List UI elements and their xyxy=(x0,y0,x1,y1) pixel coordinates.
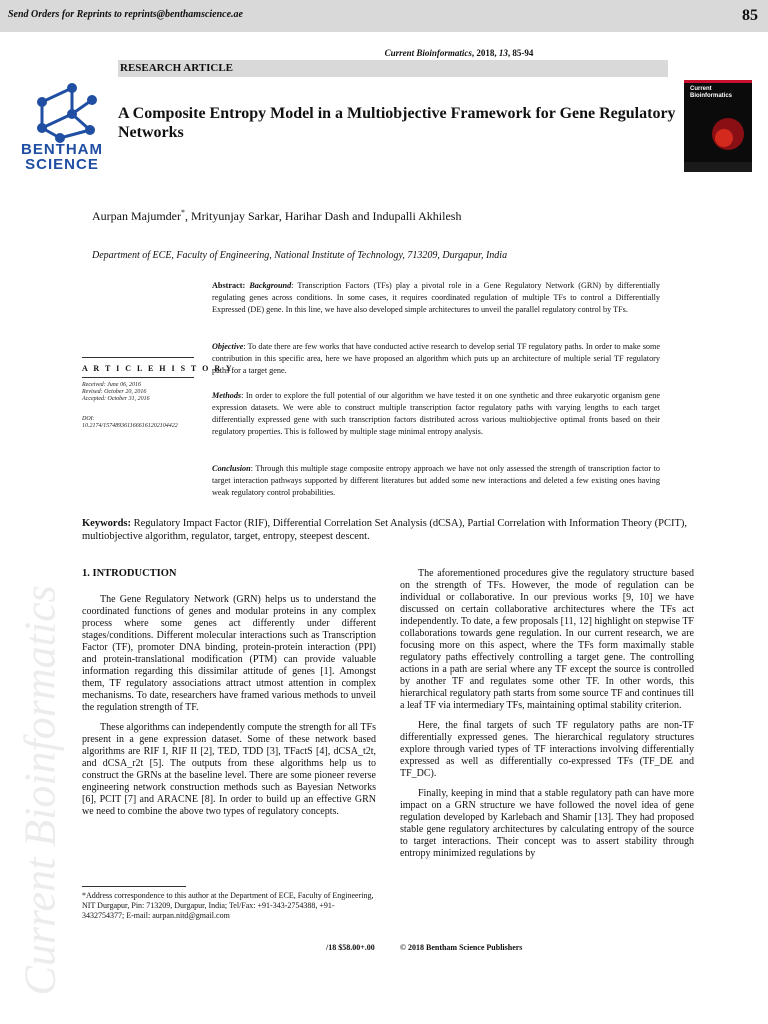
abstract-label: Abstract: xyxy=(212,281,246,290)
doi-block xyxy=(82,416,178,430)
logo-line-2: SCIENCE xyxy=(25,156,99,173)
copyright-notice: © 2018 Bentham Science Publishers xyxy=(400,943,523,952)
history-dates xyxy=(82,382,150,403)
co-authors: , Mrityunjay Sarkar, Harihar Dash and Indupalli Akhilesh xyxy=(184,209,462,223)
conclusion-label: Conclusion xyxy=(212,464,251,473)
revised-date: Revised: October 20, 2016 xyxy=(82,389,147,395)
conclusion-text: : Through this multiple stage composite entropy approach we have not only assessed the strength of transcription factor to target interaction pathways supported by different literatures but added some new interactions and deleted a few existing ones having weak regulatory control probabilities. xyxy=(212,464,660,497)
keywords xyxy=(82,517,694,543)
abstract-conclusion xyxy=(212,463,660,499)
article-type-bar: RESEARCH ARTICLE xyxy=(118,60,668,77)
doi-link[interactable]: 10.2174/1574893611666161202104422 xyxy=(82,423,178,429)
objective-text: : To date there are few works that have conducted active research to develop serial TF regulatory paths. In order to make some contribution in this specific area, here we have proposed an algorithm which puts up an architecture of multiple serial TF regulatory paths for a target gene. xyxy=(212,342,660,375)
left-column xyxy=(82,568,376,826)
objective-label: Objective xyxy=(212,342,244,351)
page-number: 85 xyxy=(742,7,758,24)
journal-volume: 13 xyxy=(498,48,508,58)
journal-year: , 2018, xyxy=(471,48,499,58)
keywords-label: Keywords: xyxy=(82,518,131,529)
footnote-rule xyxy=(82,886,186,887)
abstract-objective xyxy=(212,341,660,377)
logo-line-1: BENTHAM xyxy=(21,141,103,158)
abstract-methods xyxy=(212,390,660,438)
right-column xyxy=(400,568,694,868)
section-heading-introduction: 1. INTRODUCTION xyxy=(82,568,177,579)
author-mark: * xyxy=(180,208,185,217)
article-title: A Composite Entropy Model in a Multiobjective Framework for Gene Regulatory Networks xyxy=(118,105,676,141)
background-text: : Transcription Factors (TFs) play a pivotal role in a Gene Regulatory Network (GRN) by differentially regulating genes across conditions. In some cases, it requires coordinated regulation of multiple TFs to control a Differentially Expressed (DE) gene. In this line, we have also developed simple architectures to unveil the parallel regulatory control by TFs. xyxy=(212,281,661,314)
article-price: /18 $58.00+.00 xyxy=(326,943,375,952)
methods-text: : In order to explore the full potential of our algorithm we have tested it on one synthetic and three eukaryotic organism gene expression datasets. We were able to construct multiple transcription factor regulatory paths with varying lengths to each target differentially expressed gene with such transcription factors distributed across various multiobjective optimal fronts based on their regulatory properties. This is followed by multiple stage minimal entropy analysis. xyxy=(212,391,660,436)
journal-pages: , 85-94 xyxy=(507,48,534,58)
abstract-background xyxy=(212,280,660,316)
intro-paragraph-1: The Gene Regulatory Network (GRN) helps us to understand the coordinated functions of genes and modular proteins in any complex process where some genes act differently under different stages/conditions. Different molecular interactions such as Transcription Factor (TF), promoter DNA binding, protein-protein interaction (PPI) and protein-translational modification (PTM) can provide valuable information regarding this dissimilar attitude of genes [1]. Amongst them, TF regulatory associations attract utmost attention in complex mechanisms. To date, researchers have framed various methods to unveil the regulation strength of TF. xyxy=(82,594,376,713)
history-rule-top xyxy=(82,357,194,358)
accepted-date: Accepted: October 31, 2016 xyxy=(82,396,150,402)
doi-label: DOI: xyxy=(82,416,95,422)
author-list xyxy=(92,208,461,224)
received-date: Received: June 06, 2016 xyxy=(82,382,141,388)
background-label: Background xyxy=(249,281,292,290)
right-paragraph-3: Finally, keeping in mind that a stable regulatory path can have more impact on a GRN structure we have followed the novel idea of gene regulation developed by Karlebach and Shamir [13]. They had proposed stable gene regulatory architectures by calculating entropy of the source to target interactions. Their concept was to assert stability through entropy minimized regulations by xyxy=(400,788,694,859)
cover-title-line-2: Bioinformatics xyxy=(690,93,733,99)
keywords-text: Regulatory Impact Factor (RIF), Differential Correlation Set Analysis (dCSA), Partial Correlation with Information Theory (PCIT), multiobjective algorithm, regulator, target, entropy, steepest descent. xyxy=(82,518,687,542)
journal-citation xyxy=(0,48,768,58)
right-paragraph-2: Here, the final targets of such TF regulatory paths are non-TF differentially expressed genes. The hierarchical regulatory structures explore through varied types of TF interactions involving differentially expressed as well as differentially co-expressed TFs (TF_DE and TF_DC). xyxy=(400,720,694,779)
right-paragraph-1: The aforementioned procedures give the regulatory structure based on the strength of TFs. However, the mode of regulation can be individual or collaborative. In our previous works [9, 10] we have discussed on certain collaborative architectures where the TFs act independently. To date, a few proposals [11, 12] highlight on stepwise TF collaborations towards gene regulation. In our current research, we are focusing more on this aspect, where the TFs form maximally stable regulatory paths effectively controlling a target gene. The controlling actions in a path are serial where any TF except the source is controlled by another TF and regulates some other TF. In other words, this hierarchical regulatory path starts from some source TF and continues till a leaf TF via intermediary TFs, maintaining optimal stability criterion. xyxy=(400,568,694,711)
corresponding-author: Aurpan Majumder xyxy=(92,209,181,223)
cover-title-line-1: Current xyxy=(690,86,712,92)
intro-paragraph-2: These algorithms can independently compute the strength for all TFs present in a gene expression dataset. Some of these network based algorithms are RIF I, RIF II [2], TED, TDD [3], TFactS [4], dCSA_t2t, and dCSA_r2t [5]. The outputs from these algorithms help us to construct the GRNs at the baseline level. There are some pioneer reverse engineering network construction methods such as Bayesian Networks [6], PCIT [7] and ARACNE [8]. In order to build up an effective GRN we need to combine the above two types of regulatory concepts. xyxy=(82,722,376,817)
reprint-notice: Send Orders for Reprints to reprints@benthamscience.ae xyxy=(8,9,243,20)
journal-name: Current Bioinformatics xyxy=(384,48,472,58)
bentham-logo-text xyxy=(12,142,112,172)
journal-cover-thumbnail xyxy=(684,80,752,172)
article-history-title: A R T I C L E H I S T O R Y xyxy=(82,364,234,373)
cover-title xyxy=(690,86,732,100)
history-rule-bottom xyxy=(82,377,194,378)
correspondence-footnote: *Address correspondence to this author at the Department of ECE, Faculty of Engineering, NIT Durgapur, Pin: 713209, Durgapur, India; Tel/Fax: +91-343-2754388, +91-3432754377; E-mail: aurpan.nitd@gmail.com xyxy=(82,891,374,920)
journal-watermark: Current Bioinformatics xyxy=(15,585,65,996)
affiliation: Department of ECE, Faculty of Engineering, National Institute of Technology, 713209, Durgapur, India xyxy=(92,250,508,261)
methods-label: Methods xyxy=(212,391,242,400)
